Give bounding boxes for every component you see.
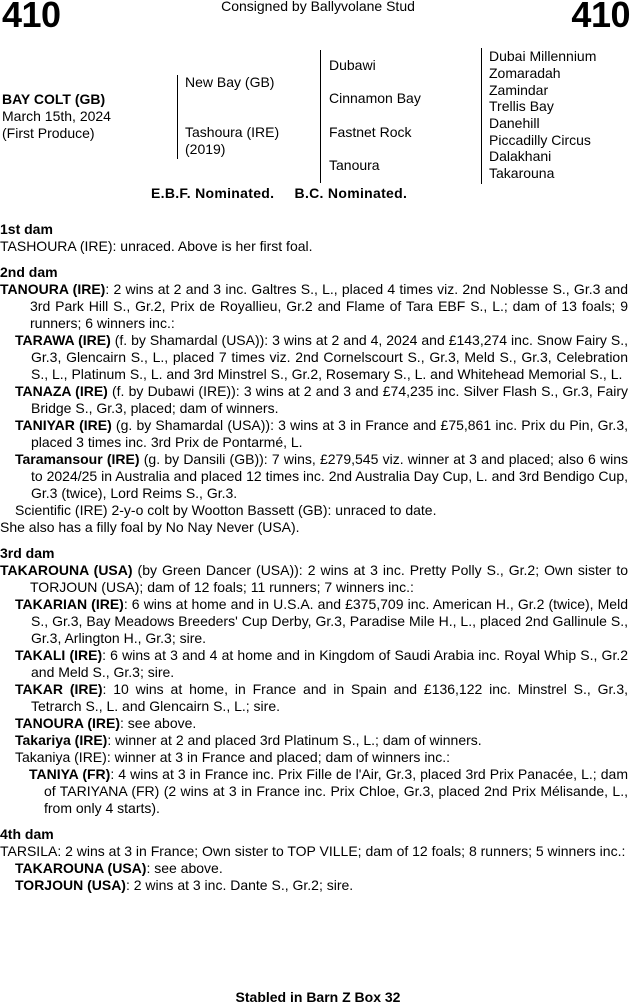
second-dam-heading: 2nd dam	[0, 264, 58, 280]
third-gen-4: Trellis Bay	[489, 98, 554, 114]
third-gen-7: Dalakhani	[489, 148, 552, 164]
entry-tarawa: TARAWA (IRE) (f. by Shamardal (USA)): 3 wins at 2 and 4, 2024 and £143,274 inc. Snow Fairy S., Gr.3, Glencairn S., L., placed 7 times viz. 2nd Cornelscourt S., Gr.3, Meld S., Gr.3, Celebration S., L., Platinum S., L. and 3rd Minstrel S., Gr.2, Rosemary S., L. and Whitehead Memorial S., L.	[15, 332, 628, 382]
pedigree-bracket-2	[320, 50, 321, 183]
first-dam-heading: 1st dam	[0, 221, 53, 237]
third-gen-1: Dubai Millennium	[489, 48, 597, 64]
entry-tarsila: TARSILA: 2 wins at 3 in France; Own sister to TOP VILLE; dam of 12 foals; 8 runners; 5 winners inc.:	[0, 843, 626, 859]
foaled-date: March 15th, 2024	[2, 108, 111, 124]
ebf-nomination: E.B.F. Nominated.	[151, 185, 275, 201]
entry-takarouna: TAKAROUNA (USA) (by Green Dancer (USA)): 2 wins at 3 inc. Pretty Polly S., Gr.2; Own sister to TORJOUN (USA); dam of 12 foals; 11 runners; 7 winners inc.:	[0, 562, 628, 595]
sire: New Bay (GB)	[185, 74, 275, 90]
entry-takar: TAKAR (IRE): 10 wins at home, in France and in Spain and £136,122 inc. Minstrel S., Gr.3, Tetrarch S., L. and Glencairn S., L.; sire.	[15, 681, 628, 714]
entry-tanoura: TANOURA (IRE): 2 wins at 2 and 3 inc. Galtres S., L., placed 4 times viz. 2nd Noblesse S., Gr.3 and 3rd Park Hill S., Gr.2, Prix de Royallieu, Gr.2 and Flame of Tara EBF S., L.; dam of 13 foals; 9 runners; 6 winners inc.:	[0, 281, 628, 331]
consignor: Consigned by Ballyvolane Stud	[221, 0, 415, 14]
first-dam-text: TASHOURA (IRE): unraced. Above is her first foal.	[0, 238, 313, 254]
produce-note: (First Produce)	[2, 125, 95, 141]
entry-taramansour: Taramansour (IRE) (g. by Dansili (GB)): 7 wins, £279,545 viz. winner at 3 and placed; also 6 wins to 2024/25 in Australia and placed 12 times inc. 2nd Australia Day Cup, L. and 3rd Bendigo Cup, Gr.3 (twice), Lord Reims S., Gr.3.	[15, 451, 628, 501]
stabling-info: Stabled in Barn Z Box 32	[235, 989, 401, 1005]
third-gen-2: Zomaradah	[489, 65, 561, 81]
sire-sire: Dubawi	[329, 57, 376, 73]
dam-sire: Fastnet Rock	[329, 124, 412, 140]
dam-year: (2019)	[185, 141, 226, 157]
entry-filly-foal: She also has a filly foal by No Nay Never (USA).	[0, 519, 300, 535]
horse-name: BAY COLT (GB)	[2, 91, 106, 107]
nominations	[151, 185, 423, 201]
entry-torjoun: TORJOUN (USA): 2 wins at 3 inc. Dante S., Gr.2; sire.	[15, 877, 354, 893]
sire-dam: Cinnamon Bay	[329, 90, 421, 106]
third-gen-3: Zamindar	[489, 82, 549, 98]
entry-takariya: Takariya (IRE): winner at 2 and placed 3rd Platinum S., L.; dam of winners.	[15, 732, 482, 748]
entry-taniyar: TANIYAR (IRE) (g. by Shamardal (USA)): 3 wins at 3 in France and £75,861 inc. Prix du Pin, Gr.3, placed 3 times inc. 3rd Prix de Pontarmé, L.	[15, 417, 628, 450]
bc-nomination: B.C. Nominated.	[294, 185, 408, 201]
fourth-dam-heading: 4th dam	[0, 826, 54, 842]
lot-number-right: 410	[571, 0, 630, 35]
pedigree-bracket-3	[481, 48, 482, 184]
entry-scientific: Scientific (IRE) 2-y-o colt by Wootton Bassett (GB): unraced to date.	[15, 502, 437, 518]
entry-takaniya: Takaniya (IRE): winner at 3 in France and placed; dam of winners inc.:	[15, 749, 450, 765]
dam-dam: Tanoura	[329, 157, 380, 173]
third-gen-5: Danehill	[489, 115, 540, 131]
entry-takali: TAKALI (IRE): 6 wins at 3 and 4 at home and in Kingdom of Saudi Arabia inc. Royal Whip S., Gr.2 and Meld S., Gr.3; sire.	[15, 647, 629, 680]
entry-takarouna-ref: TAKAROUNA (USA): see above.	[15, 860, 223, 876]
entry-taniya: TANIYA (FR): 4 wins at 3 in France inc. Prix Fille de l'Air, Gr.3, placed 3rd Prix Panacée, L.; dam of TARIYANA (FR) (2 wins at 3 in France inc. Prix Chloe, Gr.3, placed 2nd Prix Mélisande, L., from only 4 starts).	[29, 766, 628, 816]
dam: Tashoura (IRE)	[185, 124, 280, 140]
third-gen-6: Piccadilly Circus	[489, 132, 591, 148]
entry-tanoura-ref: TANOURA (IRE): see above.	[15, 715, 197, 731]
pedigree-bracket-1	[177, 75, 178, 159]
entry-tanaza: TANAZA (IRE) (f. by Dubawi (IRE)): 3 wins at 2 and 3 and £74,235 inc. Silver Flash S., Gr.3, Fairy Bridge S., Gr.3, placed; dam of winners.	[15, 383, 628, 416]
third-dam-heading: 3rd dam	[0, 545, 55, 561]
pedigree-notes	[0, 221, 628, 894]
entry-takarian: TAKARIAN (IRE): 6 wins at home and in U.S.A. and £375,709 inc. American H., Gr.2 (twice), Meld S., Gr.3, Bay Meadows Breeders' Cup Derby, Gr.3, Paradise Mile H., L., placed 2nd Gallinule S., Gr.3, Arlington H., Gr.3; sire.	[15, 596, 628, 646]
third-gen-8: Takarouna	[489, 165, 555, 181]
lot-number-left: 410	[2, 0, 61, 35]
